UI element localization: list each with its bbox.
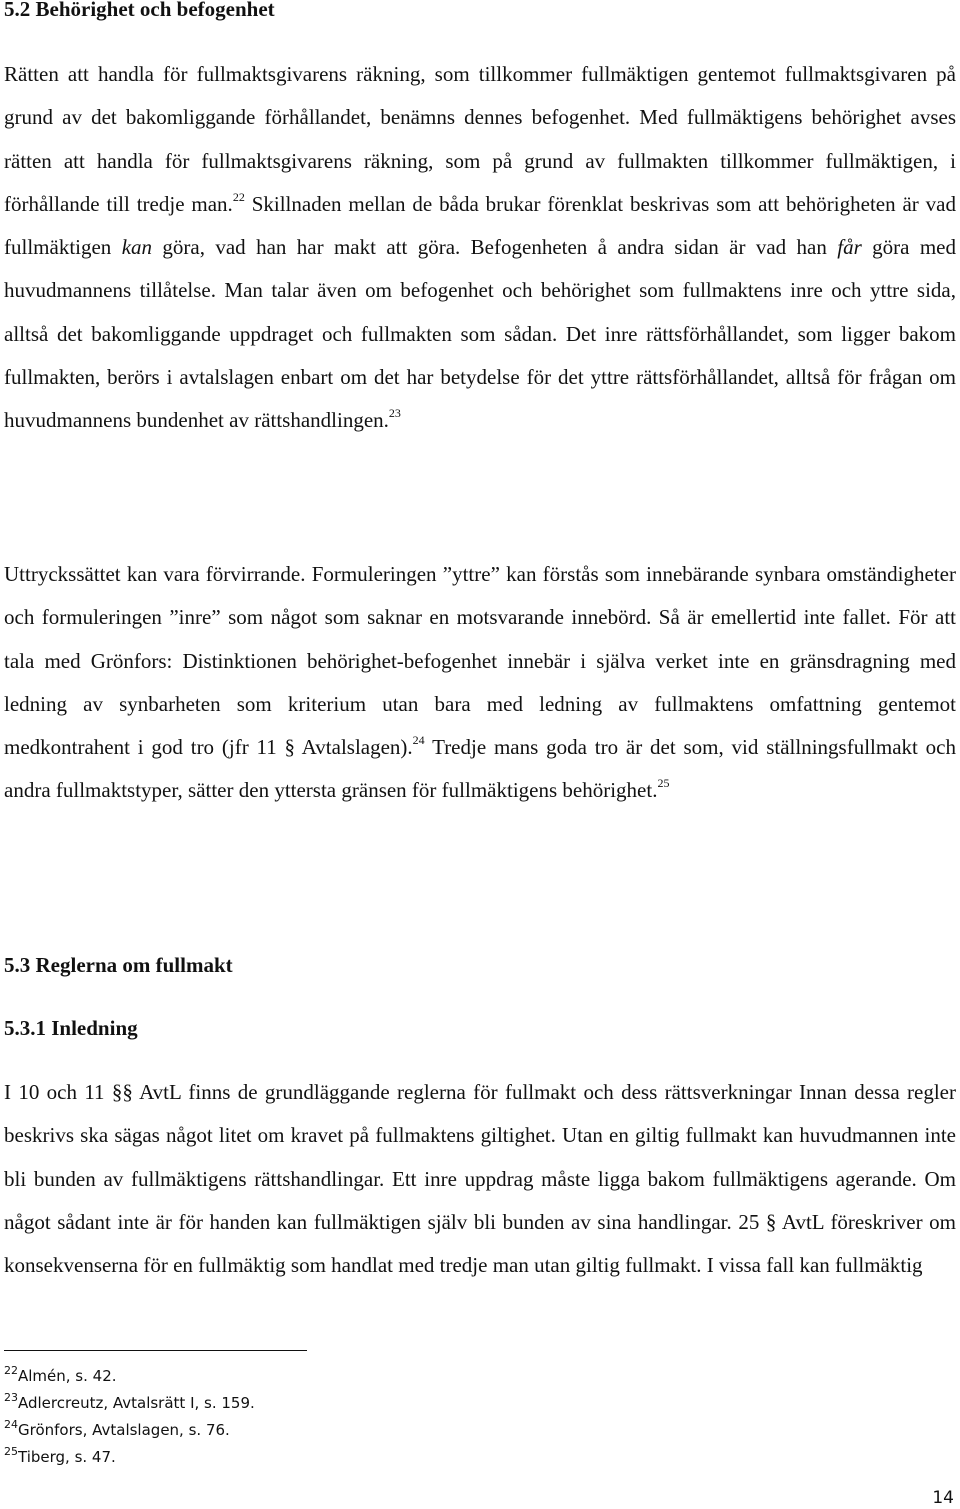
footnote-text: Adlercreutz, Avtalsrätt I, s. 159.: [18, 1394, 255, 1412]
footnote-text: Grönfors, Avtalslagen, s. 76.: [18, 1421, 230, 1439]
emphasis-kan: kan: [121, 235, 153, 260]
paragraph-inledning: I 10 och 11 §§ AvtL finns de grundläggande reglerna för fullmakt och dess rättsverkningar Innan dessa regler beskrivs ska sägas något litet om kravet på fullmaktens giltighet. Utan en giltig fullmakt kan huvudmannen inte bli bunden av fullmäktigens rättshandlingar. Ett inre uppdrag måste ligga bakom fullmäktigens agerande. Om något sådant inte är för handen kan fullmäktigen själv bli bunden av sina handlingar. 25 § AvtL föreskriver om konsekvenserna för en fullmäktig som handlat med tredje man utan giltig fullmakt. I vissa fall kan fullmäktig: [4, 1080, 956, 1278]
section-heading-5-2: 5.2 Behörighet och befogenhet: [4, 0, 275, 21]
footnote-number: 25: [4, 1445, 18, 1458]
footnote-ref-24[interactable]: 24: [412, 733, 425, 748]
emphasis-far: får: [837, 235, 862, 260]
section-heading-5-3: 5.3 Reglerna om fullmakt: [4, 953, 233, 977]
text-run: Rätten att handla för fullmaktsgivarens räkning, som tillkommer fullmäktigen gentemot fullmaktsgivaren på grund av det bakomliggande förhållandet, benämns dennes befogenhet. Med fullmäktigens behörighet avses rätten att handla för fullmaktsgivarens räkning, som på grund av fullmakten tillkommer fullmäktigen, i förhållande till tredje man.: [4, 62, 956, 216]
footnote-item: [4, 1417, 255, 1444]
footnote-ref-22[interactable]: 22: [232, 189, 245, 204]
text-run: Uttryckssättet kan vara förvirrande. Formuleringen ”yttre” kan förstås som innebärande synbara omständigheter och formuleringen ”inre” som något som saknar en motsvarande innebörd. Så är emellertid inte fallet. För att tala med Grönfors: Distinktionen behörighet-befogenhet innebär i själva verket inte en gränsdragning med ledning av synbarheten som kriterium utan bara med ledning av fullmaktens omfattning gentemot medkontrahent i god tro (jfr 11 § Avtalslagen).: [4, 562, 956, 760]
text-run: göra med huvudmannens tillåtelse. Man talar även om befogenhet och behörighet som fullmaktens inre och yttre sida, alltså det bakomliggande uppdraget och fullmakten som sådan. Det inre rättsförhållandet, som ligger bakom fullmakten, berörs i avtalslagen enbart om det har betydelse för det yttre rättsförhållandet, alltså för frågan om huvudmannens bundenhet av rättshandlingen.: [4, 235, 956, 433]
footnote-list: [4, 1363, 255, 1471]
subsection-heading-5-3-1: 5.3.1 Inledning: [4, 1016, 138, 1040]
footnote-ref-25[interactable]: 25: [657, 776, 670, 791]
footnote-divider: [4, 1350, 307, 1351]
paragraph-uttryckssattet: [4, 553, 956, 813]
footnote-text: Almén, s. 42.: [18, 1367, 117, 1385]
page-number: 14: [932, 1488, 954, 1508]
text-run: Tredje mans goda tro är det som, vid ställningsfullmakt och andra fullmaktstyper, sätter den yttersta gränsen för fullmäktigens behörighet.: [4, 735, 956, 803]
footnote-text: Tiberg, s. 47.: [18, 1448, 116, 1466]
footnote-item: [4, 1444, 255, 1471]
paragraph-behorighet: [4, 53, 956, 443]
footnote-item: [4, 1363, 255, 1390]
text-run: Skillnaden mellan de båda brukar förenklat beskrivas som att behörigheten är vad fullmäktigen: [4, 191, 956, 260]
footnote-number: 24: [4, 1418, 18, 1431]
footnote-ref-23[interactable]: 23: [388, 406, 401, 421]
footnote-number: 22: [4, 1364, 18, 1377]
footnote-number: 23: [4, 1391, 18, 1404]
text-run: göra, vad han har makt att göra. Befogenheten å andra sidan är vad han: [152, 235, 838, 260]
footnote-item: [4, 1390, 255, 1417]
